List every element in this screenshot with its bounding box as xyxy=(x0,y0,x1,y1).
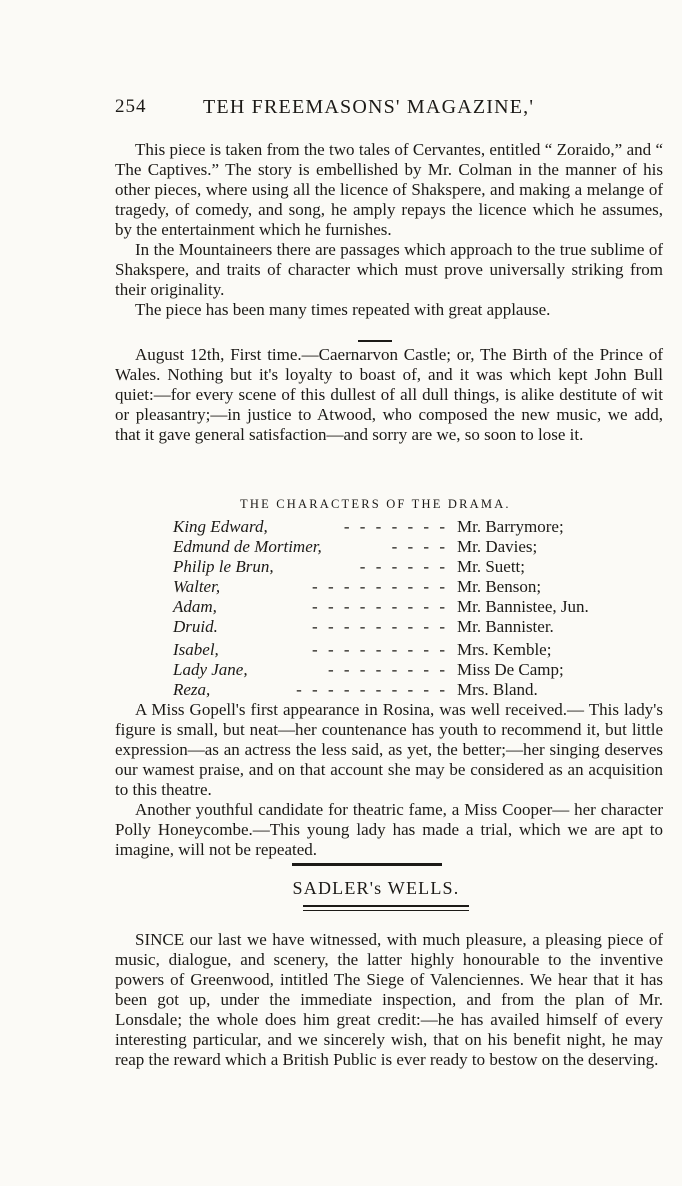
role: Lady Jane, xyxy=(173,660,248,679)
leader-dots: - - - - - - - - - xyxy=(312,640,448,659)
role: Philip le Brun, xyxy=(173,557,274,576)
paragraph: SINCE our last we have witnessed, with much pleasure, a pleasing piece of music, dialogue, and scenery, the latter highly honourable to the inventive powers of Greenwood, intitled The Siege of Valenciennes. We hear that it has been got up, under the immediate inspection, and from the plan of Mr. Lonsdale; the whole does him great credit:—he has availed himself of every interesting particular, and we sincerely wish, that on his benefit night, he may reap the reward which a British Public is ever ready to bestow on the deserving. xyxy=(115,930,663,1069)
leader-dots: - - - - - - - - - xyxy=(312,597,448,616)
role: Isabel, xyxy=(173,640,219,659)
cast-row xyxy=(173,537,603,557)
actor: Miss De Camp; xyxy=(457,660,564,679)
paragraph: A Miss Gopell's first appearance in Rosina, was well received.— This lady's figure is small, but neat—her countenance has youth to recommend it, but little expression—as an actress the less said, as yet, the better;—her singing deserves our wamest praise, and on that account she may be considered as an acquisition to this theatre. xyxy=(115,700,663,799)
running-title: TEH FREEMASONS' MAGAZINE,' xyxy=(203,96,535,118)
leader-dots: - - - - - - - xyxy=(343,517,448,536)
role: Walter, xyxy=(173,577,221,596)
actor: Mrs. Bland. xyxy=(457,680,538,699)
leader-dots: - - - - - - - - - xyxy=(312,617,448,636)
cast-row xyxy=(173,517,603,537)
paragraph: This piece is taken from the two tales of Cervantes, entitled “ Zoraido,” and “ The Captives.” The story is embellished by Mr. Colman in the manner of his other pieces, where using all the licence of Shakspere, and making a melange of tragedy, of comedy, and song, he amply repays the licence which he assumes, by the entertainment which he furnishes. xyxy=(115,140,663,239)
leader-dots: - - - - - - - - - xyxy=(312,577,448,596)
cast-list-men xyxy=(173,517,603,637)
title-underline xyxy=(303,905,469,907)
paragraph: In the Mountaineers there are passages which approach to the true sublime of Shakspere, and traits of character which must prove universally striking from their originality. xyxy=(115,240,663,299)
review-caernarvon-castle xyxy=(115,345,663,445)
cast-list-women xyxy=(173,640,603,700)
cast-row xyxy=(173,680,603,700)
page-header xyxy=(115,96,667,122)
ornamental-divider xyxy=(358,340,392,342)
cast-row xyxy=(173,557,603,577)
review-debuts xyxy=(115,700,663,860)
role: Druid. xyxy=(173,617,218,636)
actor: Mr. Barrymore; xyxy=(457,517,564,536)
review-mountaineers xyxy=(115,140,663,320)
leader-dots: - - - - - - - - xyxy=(327,660,448,679)
cast-row xyxy=(173,640,603,660)
actor: Mr. Davies; xyxy=(457,537,538,556)
actor: Mr. Bannister. xyxy=(457,617,554,636)
leader-dots: - - - - xyxy=(391,537,448,556)
cast-row xyxy=(173,597,603,617)
paragraph: August 12th, First time.—Caernarvon Castle; or, The Birth of the Prince of Wales. Nothing but it's loyalty to boast of, and it was which kept John Bull quiet:—for every scene of this dullest of all dull things, is alike destitute of wit or pleasantry;—in justice to Atwood, who composed the new music, we add, that it gave general satisfaction—and sorry are we, so soon to lose it. xyxy=(115,345,663,444)
cast-row xyxy=(173,617,603,637)
actor: Mrs. Kemble; xyxy=(457,640,552,659)
title-underline xyxy=(303,910,469,911)
role: King Edward, xyxy=(173,517,268,536)
role: Adam, xyxy=(173,597,217,616)
cast-row xyxy=(173,577,603,597)
cast-heading: THE CHARACTERS OF THE DRAMA. xyxy=(240,497,511,511)
section-divider xyxy=(292,863,442,866)
paragraph: The piece has been many times repeated with great applause. xyxy=(135,300,551,319)
paragraph: Another youthful candidate for theatric fame, a Miss Cooper— her character Polly Honeycombe.—This young lady has made a trial, which we are apt to imagine, will not be repeated. xyxy=(115,800,663,859)
cast-row xyxy=(173,660,603,680)
actor: Mr. Bannistee, Jun. xyxy=(457,597,589,616)
leader-dots: - - - - - - - - - - xyxy=(296,680,448,699)
role: Reza, xyxy=(173,680,211,699)
role: Edmund de Mortimer, xyxy=(173,537,322,556)
actor: Mr. Suett; xyxy=(457,557,526,576)
section-title: SADLER's WELLS. xyxy=(292,878,460,898)
actor: Mr. Benson; xyxy=(457,577,542,596)
review-sadlers-wells xyxy=(115,930,663,1070)
leader-dots: - - - - - - xyxy=(359,557,448,576)
page-number: 254 xyxy=(115,96,147,117)
